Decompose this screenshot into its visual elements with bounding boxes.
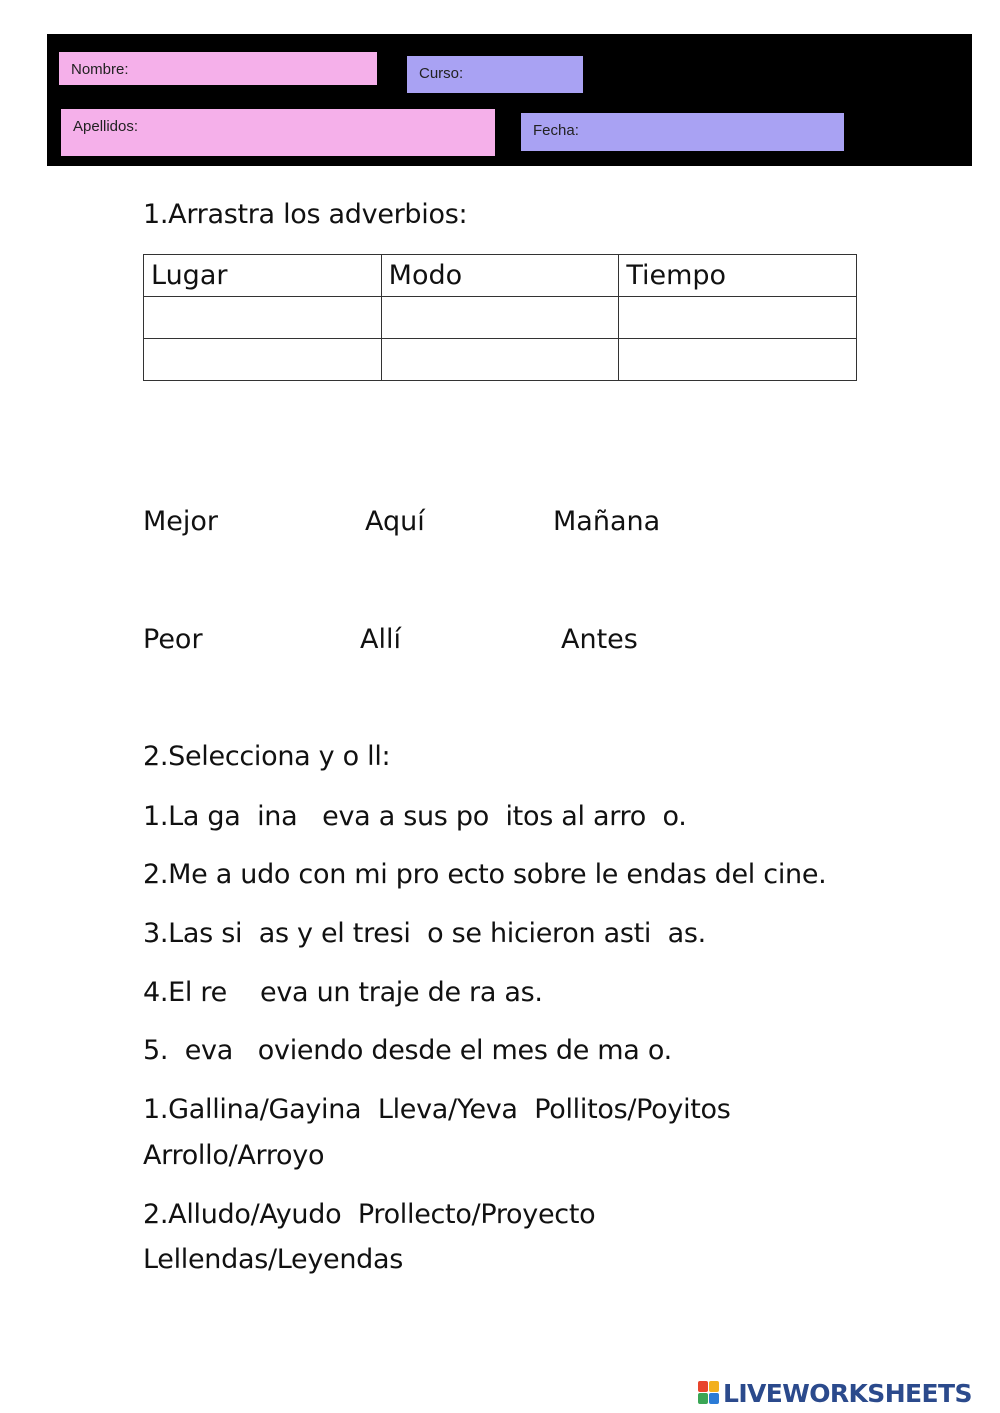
adverb-table [143, 254, 857, 381]
drag-word-peor[interactable]: Peor [143, 624, 203, 655]
sentence-3: 3.Las si as y el tresi o se hicieron asti as. [143, 918, 706, 949]
drop-cell-tiempo-1[interactable] [619, 297, 857, 339]
sentence-5: 5. eva oviendo desde el mes de ma o. [143, 1035, 672, 1066]
drag-word-antes[interactable]: Antes [561, 624, 638, 655]
options-line-1[interactable]: 1.Gallina/Gayina Lleva/Yeva Pollitos/Poyitos [143, 1094, 731, 1125]
drag-word-manana[interactable]: Mañana [553, 506, 661, 537]
liveworksheets-mark-icon [698, 1381, 720, 1405]
exercise-2-title: 2.Selecciona y o ll: [143, 741, 391, 772]
brand-name: LIVEWORKSHEETS [723, 1378, 972, 1408]
drag-word-alli[interactable]: Allí [360, 624, 401, 655]
sentence-1: 1.La ga ina eva a sus po itos al arro o. [143, 801, 687, 832]
drop-cell-modo-1[interactable] [381, 297, 619, 339]
table-row [144, 297, 857, 339]
nombre-field[interactable]: Nombre: [59, 52, 377, 85]
adverb-table-header [144, 255, 857, 297]
column-lugar: Lugar [144, 255, 382, 297]
drop-cell-lugar-2[interactable] [144, 339, 382, 381]
drop-cell-lugar-1[interactable] [144, 297, 382, 339]
column-modo: Modo [381, 255, 619, 297]
drop-cell-tiempo-2[interactable] [619, 339, 857, 381]
apellidos-field[interactable]: Apellidos: [61, 109, 495, 156]
curso-field[interactable]: Curso: [407, 56, 583, 93]
fecha-field[interactable]: Fecha: [521, 113, 844, 151]
sentence-2: 2.Me a udo con mi pro ecto sobre le endas del cine. [143, 859, 827, 890]
sentence-4: 4.El re eva un traje de ra as. [143, 977, 543, 1008]
drag-word-aqui[interactable]: Aquí [365, 506, 425, 537]
options-line-2-cont[interactable]: Lellendas/Leyendas [143, 1244, 403, 1275]
column-tiempo: Tiempo [619, 255, 857, 297]
drag-word-mejor[interactable]: Mejor [143, 506, 219, 537]
drop-cell-modo-2[interactable] [381, 339, 619, 381]
options-line-2[interactable]: 2.Alludo/Ayudo Prollecto/Proyecto [143, 1199, 596, 1230]
liveworksheets-logo [698, 1376, 972, 1410]
options-line-1-cont[interactable]: Arrollo/Arroyo [143, 1140, 325, 1171]
exercise-1-title: 1.Arrastra los adverbios: [143, 199, 468, 230]
table-row [144, 339, 857, 381]
